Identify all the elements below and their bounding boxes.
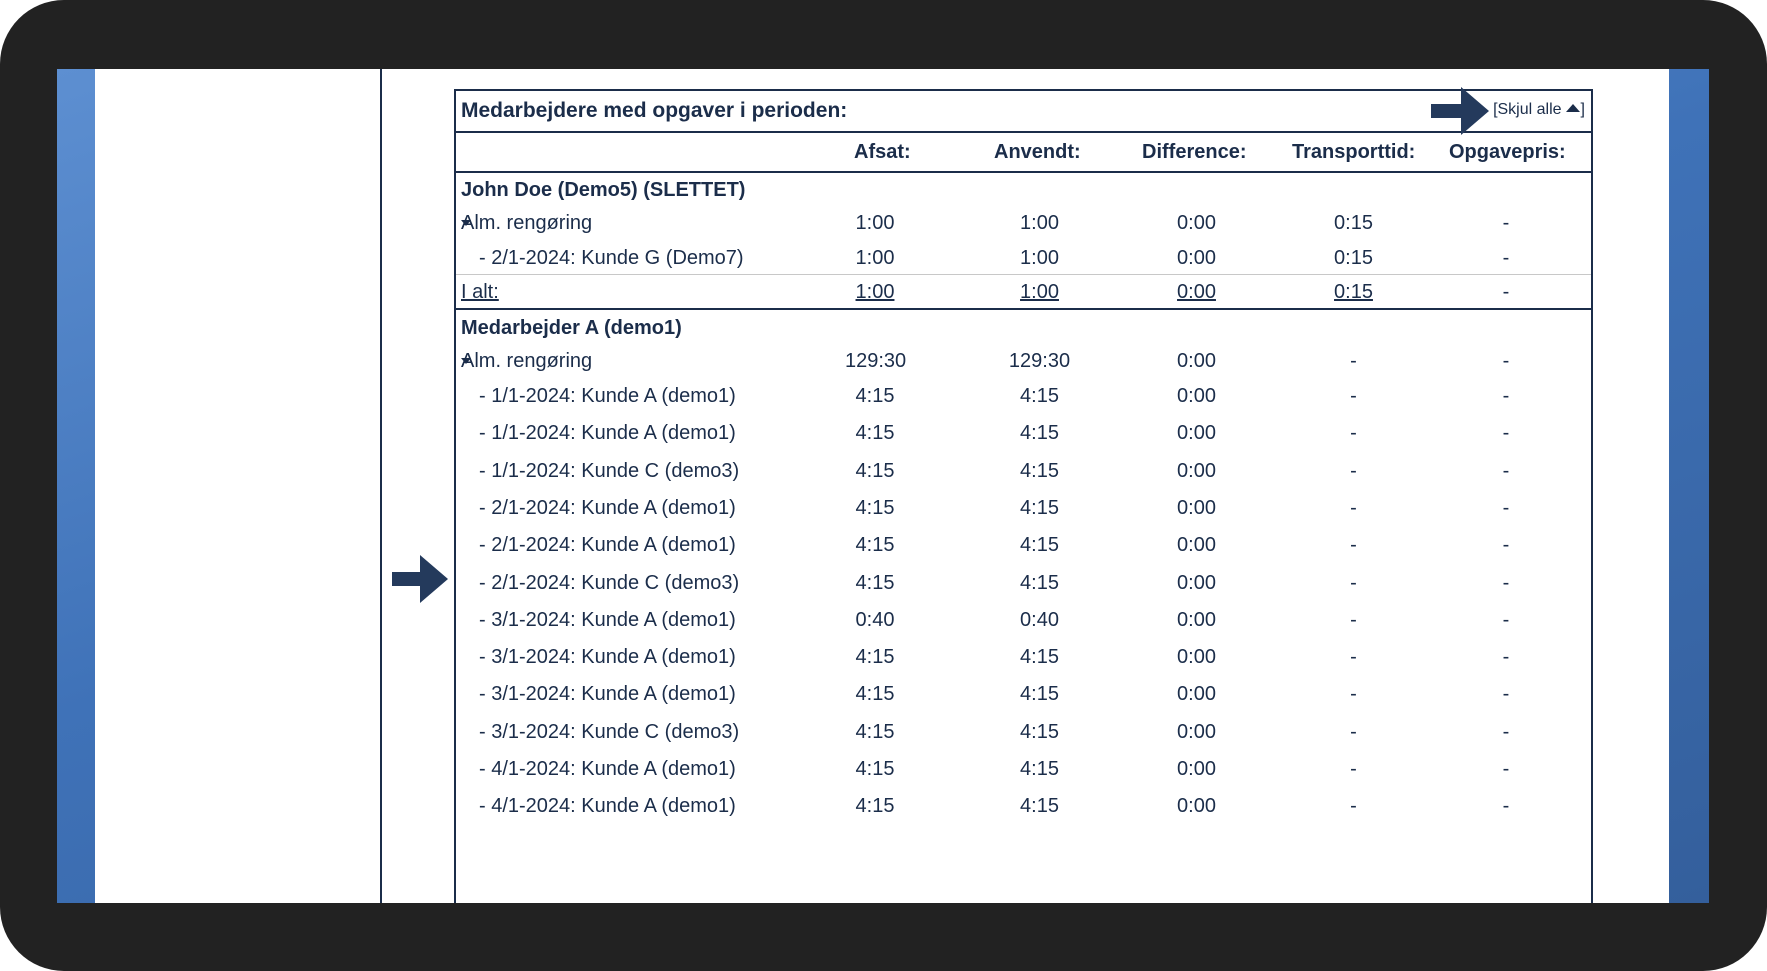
task-anvendt: 4:15: [1020, 646, 1059, 669]
task-transporttid: -: [1350, 496, 1357, 519]
total-anvendt: 1:00: [1020, 281, 1059, 303]
task-difference: 0:00: [1177, 571, 1216, 594]
total-transporttid: 0:15: [1334, 281, 1373, 303]
category-opgavepris: -: [1502, 212, 1510, 234]
task-label[interactable]: - 3/1-2024: Kunde A (demo1): [479, 646, 736, 669]
task-row: [456, 713, 1591, 751]
category-anvendt: 129:30: [1008, 350, 1071, 372]
task-label[interactable]: - 4/1-2024: Kunde A (demo1): [479, 758, 736, 780]
task-opgavepris: -: [1502, 534, 1510, 557]
task-difference: 0:00: [1177, 534, 1216, 557]
task-opgavepris: -: [1502, 795, 1510, 818]
category-toggle[interactable]: [461, 212, 592, 235]
employee-name: John Doe (Demo5) (SLETTET): [461, 179, 746, 201]
task-anvendt: 0:40: [1020, 608, 1059, 631]
task-anvendt: 1:00: [1020, 247, 1059, 269]
total-label: I alt:: [461, 281, 499, 303]
task-label[interactable]: - 3/1-2024: Kunde C (demo3): [479, 720, 740, 743]
task-label[interactable]: - 3/1-2024: Kunde A (demo1): [479, 608, 736, 631]
task-transporttid: -: [1350, 758, 1357, 780]
task-transporttid: 0:15: [1334, 247, 1373, 269]
task-transporttid: -: [1350, 795, 1357, 818]
arrow-right-icon: [392, 555, 448, 603]
task-afsat: 4:15: [855, 385, 895, 407]
task-label[interactable]: - 2/1-2024: Kunde A (demo1): [479, 496, 736, 519]
caret-up-icon: [1566, 104, 1580, 112]
caret-down-icon: [461, 220, 471, 226]
task-row: [456, 452, 1591, 490]
category-difference: 0:00: [1177, 350, 1216, 372]
total-row: [456, 274, 1591, 310]
task-difference: 0:00: [1177, 496, 1216, 519]
task-afsat: 4:15: [855, 758, 895, 780]
screen: [57, 69, 1709, 903]
task-opgavepris: -: [1502, 571, 1510, 594]
task-opgavepris: -: [1502, 683, 1510, 706]
total-difference: 0:00: [1177, 281, 1216, 303]
category-transporttid: 0:15: [1334, 212, 1373, 234]
column-header-afsat: Afsat:: [854, 141, 911, 163]
task-row: [456, 750, 1591, 788]
task-afsat: 4:15: [855, 422, 895, 445]
task-transporttid: -: [1350, 646, 1357, 669]
category-toggle[interactable]: [461, 350, 592, 373]
category-afsat: 1:00: [855, 212, 895, 234]
table-header-row: [456, 133, 1591, 173]
task-afsat: 1:00: [855, 247, 895, 269]
employee-tasks-table: [454, 89, 1593, 903]
task-label[interactable]: - 2/1-2024: Kunde C (demo3): [479, 571, 740, 594]
task-afsat: 4:15: [855, 459, 895, 482]
task-opgavepris: -: [1502, 720, 1510, 743]
task-transporttid: -: [1350, 534, 1357, 557]
sidebar-divider: [380, 69, 382, 903]
task-transporttid: -: [1350, 459, 1357, 482]
task-transporttid: -: [1350, 385, 1357, 407]
task-afsat: 4:15: [855, 496, 895, 519]
task-afsat: 4:15: [855, 795, 895, 818]
task-opgavepris: -: [1502, 422, 1510, 445]
task-opgavepris: -: [1502, 385, 1510, 407]
task-anvendt: 4:15: [1020, 720, 1059, 743]
table-title-row: [456, 91, 1591, 133]
task-row: [456, 414, 1591, 452]
column-header-transporttid: Transporttid:: [1292, 141, 1416, 163]
task-anvendt: 4:15: [1020, 422, 1059, 445]
task-row: [456, 675, 1591, 713]
task-difference: 0:00: [1177, 459, 1216, 482]
task-opgavepris: -: [1502, 496, 1510, 519]
caret-down-icon: [461, 358, 471, 364]
category-afsat: 129:30: [845, 350, 907, 372]
task-row: [456, 526, 1591, 564]
task-difference: 0:00: [1177, 795, 1216, 818]
task-afsat: 4:15: [855, 534, 895, 557]
category-difference: 0:00: [1177, 212, 1216, 234]
task-label[interactable]: - 1/1-2024: Kunde A (demo1): [479, 422, 736, 445]
task-anvendt: 4:15: [1020, 496, 1059, 519]
category-label: Alm. rengøring: [461, 350, 593, 372]
table-title: Medarbejdere med opgaver i perioden:: [461, 99, 848, 122]
category-row: [456, 342, 1591, 380]
total-opgavepris: -: [1502, 281, 1510, 303]
page-content: [95, 69, 1669, 903]
total-afsat: 1:00: [855, 281, 895, 303]
task-afsat: 4:15: [855, 646, 895, 669]
task-afsat: 4:15: [855, 683, 895, 706]
task-row: [456, 601, 1591, 639]
task-label[interactable]: - 1/1-2024: Kunde A (demo1): [479, 385, 736, 407]
task-row: [456, 787, 1591, 825]
task-anvendt: 4:15: [1020, 795, 1059, 818]
task-afsat: 0:40: [855, 608, 895, 631]
task-difference: 0:00: [1177, 683, 1216, 706]
task-row: [456, 239, 1591, 277]
task-row: [456, 489, 1591, 527]
task-anvendt: 4:15: [1020, 534, 1059, 557]
category-label: Alm. rengøring: [461, 212, 593, 234]
category-opgavepris: -: [1502, 350, 1510, 372]
task-difference: 0:00: [1177, 720, 1216, 743]
task-opgavepris: -: [1502, 459, 1510, 482]
task-difference: 0:00: [1177, 247, 1216, 269]
task-afsat: 4:15: [855, 720, 895, 743]
task-row: [456, 638, 1591, 676]
task-difference: 0:00: [1177, 422, 1216, 445]
task-label[interactable]: - 2/1-2024: Kunde A (demo1): [479, 534, 736, 557]
task-transporttid: -: [1350, 571, 1357, 594]
task-opgavepris: -: [1502, 608, 1510, 631]
task-anvendt: 4:15: [1020, 758, 1059, 780]
task-transporttid: -: [1350, 720, 1357, 743]
task-row: [456, 564, 1591, 602]
task-row: [456, 377, 1591, 415]
task-anvendt: 4:15: [1020, 571, 1059, 594]
category-row: [456, 204, 1591, 242]
task-label[interactable]: - 4/1-2024: Kunde A (demo1): [479, 795, 736, 818]
employee-name: Medarbejder A (demo1): [461, 317, 682, 339]
arrow-right-icon: [1431, 87, 1489, 135]
task-opgavepris: -: [1502, 758, 1510, 780]
task-opgavepris: -: [1502, 247, 1510, 269]
task-anvendt: 4:15: [1020, 683, 1059, 706]
task-transporttid: -: [1350, 422, 1357, 445]
task-difference: 0:00: [1177, 608, 1216, 631]
task-label[interactable]: - 1/1-2024: Kunde C (demo3): [479, 459, 740, 482]
task-difference: 0:00: [1177, 758, 1216, 780]
task-transporttid: -: [1350, 683, 1357, 706]
category-transporttid: -: [1350, 350, 1357, 372]
hide-all-label: [Skjul alle: [1493, 101, 1562, 118]
task-anvendt: 4:15: [1020, 385, 1059, 407]
task-afsat: 4:15: [855, 571, 895, 594]
column-header-difference: Difference:: [1142, 141, 1247, 163]
task-anvendt: 4:15: [1020, 459, 1059, 482]
hide-all-link[interactable]: [1493, 101, 1585, 119]
task-opgavepris: -: [1502, 646, 1510, 669]
task-label[interactable]: - 3/1-2024: Kunde A (demo1): [479, 683, 736, 706]
column-header-anvendt: Anvendt:: [994, 141, 1081, 163]
task-difference: 0:00: [1177, 385, 1216, 407]
hide-all-close: ]: [1580, 101, 1585, 118]
task-transporttid: -: [1350, 608, 1357, 631]
task-difference: 0:00: [1177, 646, 1216, 669]
task-label[interactable]: - 2/1-2024: Kunde G (Demo7): [479, 247, 744, 269]
column-header-opgavepris: Opgavepris:: [1449, 141, 1566, 163]
category-anvendt: 1:00: [1020, 212, 1059, 234]
